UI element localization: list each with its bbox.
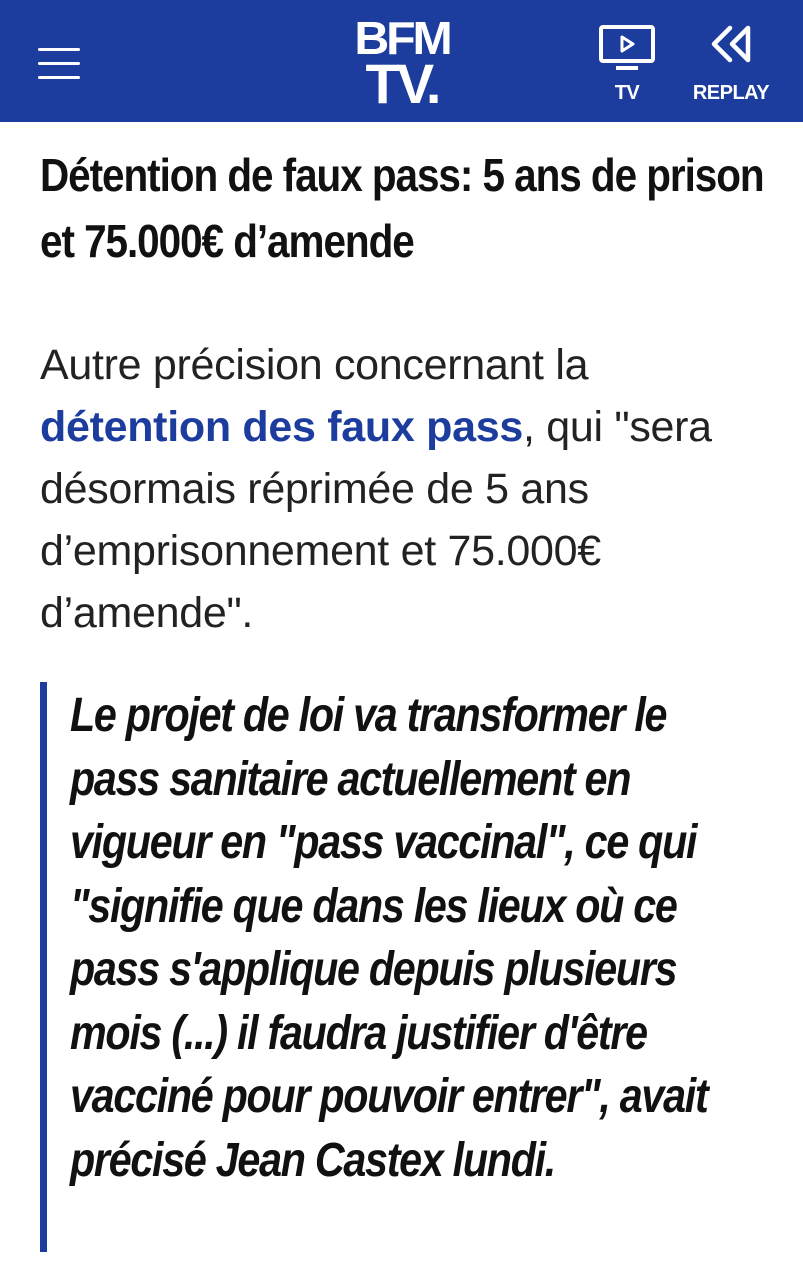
menu-icon-line [38, 76, 80, 79]
paragraph-text-end: , qui "sera désormais réprimée de 5 ans d’emprisonnement et 75.000€ d’amende". [40, 403, 712, 637]
quote-bar [40, 682, 47, 1252]
top-header [0, 0, 803, 122]
bfmtv-logo[interactable] [340, 12, 464, 115]
menu-button[interactable] [36, 40, 84, 80]
replay-label: REPLAY [692, 82, 770, 104]
tv-label: TV [614, 82, 640, 104]
replay-button[interactable] [690, 24, 772, 108]
article-quote [40, 682, 780, 1252]
tv-icon [598, 24, 656, 76]
article-headline: Détention de faux pass: 5 ans de prison et 75.000€ d’amende [40, 149, 764, 267]
paragraph-text-start: Autre précision concernant la [40, 341, 589, 389]
menu-icon-line [38, 62, 80, 65]
tv-button[interactable] [592, 24, 662, 108]
logo-line-2: TV. [365, 52, 439, 115]
replay-icon [708, 24, 754, 64]
article-paragraph [40, 334, 780, 644]
logo-line-1: BFM [354, 12, 450, 64]
quote-text: Le projet de loi va transformer le pass sanitaire actuellement en vigueur en "pass vaccinal", ce qui "signifie que dans les lieux où ce pass s'applique depuis plusieurs mois (...) il faudra justifier d'être vacciné pour pouvoir entrer", avait précisé Jean Castex lundi. [70, 689, 708, 1187]
faux-pass-link[interactable]: détention des faux pass [40, 403, 523, 451]
menu-icon [38, 48, 80, 51]
